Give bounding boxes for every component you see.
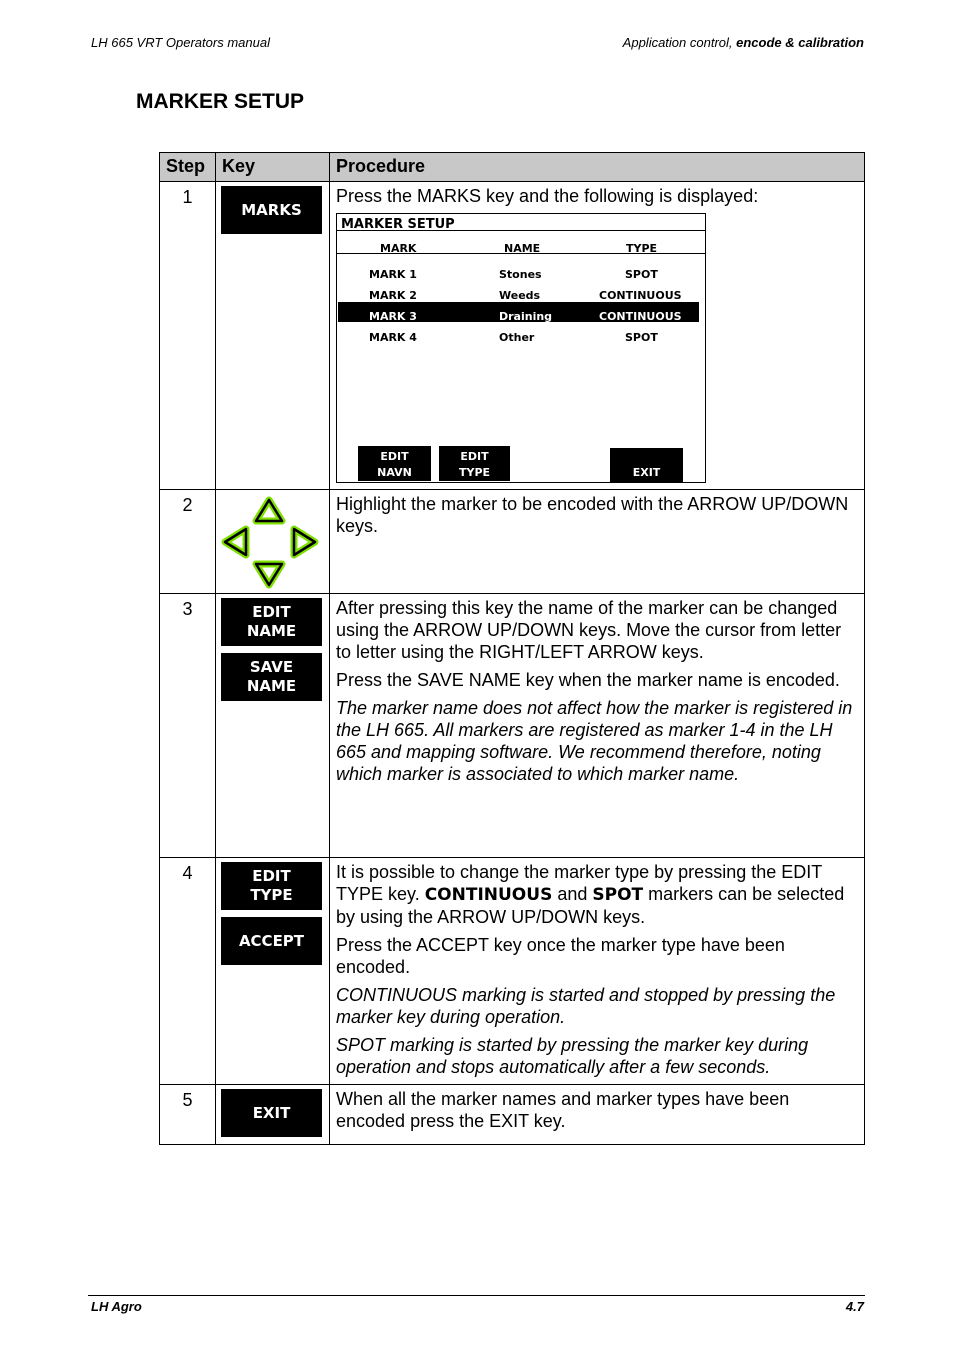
key-cell [216, 1085, 330, 1145]
row-type: CONTINUOUS [599, 289, 682, 302]
row-mark: MARK 1 [369, 268, 417, 281]
arrow-keys-icon [221, 494, 321, 590]
key-cell [216, 858, 330, 1085]
arrow-left-icon[interactable] [225, 529, 246, 555]
step-number: 3 [160, 594, 216, 858]
key-cell [216, 182, 330, 490]
procedure-paragraph: After pressing this key the name of the marker can be changed using the ARROW UP/DOWN keys. Move the cursor from letter to letter using the RIGHT/LEFT ARROW keys. [336, 598, 842, 662]
save-name-key[interactable]: SAVE NAME [221, 653, 322, 701]
footer-left: LH Agro [91, 1299, 142, 1314]
procedure-paragraph [336, 861, 858, 928]
row-mark: MARK 2 [369, 289, 417, 302]
screen-row-mark-1[interactable] [338, 260, 699, 280]
header-right-part-a: Application control, [622, 35, 737, 50]
row-name: Draining [499, 310, 553, 323]
key-cell [216, 490, 330, 594]
procedure-text: Press the MARKS key and the following is displayed: [336, 186, 759, 206]
screen-col-mark: MARK [380, 242, 417, 255]
marker-setup-screen [336, 213, 706, 483]
marks-key[interactable]: MARKS [221, 186, 322, 234]
edit-name-key[interactable]: EDIT NAME [221, 598, 322, 646]
header-right-part-b: encode & calibration [736, 35, 864, 50]
screen-row-mark-3-selected[interactable] [338, 302, 699, 322]
section-title: MARKER SETUP [136, 90, 305, 113]
procedure-cell [330, 490, 865, 594]
row-name: Weeds [499, 289, 541, 302]
col-header-step: Step [160, 153, 216, 182]
procedure-note: CONTINUOUS marking is started and stopped by pressing the marker key during operation. [336, 985, 836, 1027]
screen-col-name: NAME [504, 242, 541, 255]
text-run: It is possible to change the marker type by pressing the EDIT TYPE key. [336, 862, 822, 904]
screen-exit-button[interactable]: EXIT [610, 448, 683, 482]
screen-divider [337, 230, 705, 231]
procedure-cell [330, 1085, 865, 1145]
key-cell [216, 594, 330, 858]
screen-edit-type-button[interactable]: EDIT TYPE [439, 446, 510, 481]
text-run: markers can be selected by using the ARROW UP/DOWN keys. [336, 884, 845, 927]
arrow-keys [221, 494, 321, 590]
step-number: 4 [160, 858, 216, 1085]
procedure-text: When all the marker names and marker types have been encoded press the EXIT key. [336, 1089, 790, 1131]
row-type: CONTINUOUS [599, 310, 682, 323]
exit-key[interactable]: EXIT [221, 1089, 322, 1137]
row-name: Stones [499, 268, 542, 281]
table-row-step-5 [160, 1085, 865, 1145]
table-header-row [160, 153, 865, 182]
text-run: and [552, 884, 593, 904]
screen-row-mark-4[interactable] [338, 323, 699, 343]
col-header-procedure: Procedure [330, 153, 865, 182]
screen-divider [337, 253, 705, 254]
procedure-note: SPOT marking is started by pressing the marker key during operation and stops automatically after a few seconds. [336, 1035, 809, 1077]
spot-term: SPOT [592, 885, 644, 905]
step-number: 5 [160, 1085, 216, 1145]
row-name: Other [499, 331, 535, 344]
procedure-cell [330, 594, 865, 858]
table-row-step-4 [160, 858, 865, 1085]
screen-edit-navn-button[interactable]: EDIT NAVN [358, 446, 431, 481]
running-header-left: LH 665 VRT Operators manual [91, 35, 270, 50]
table-row-step-1 [160, 182, 865, 490]
procedure-table [159, 152, 865, 1145]
page-number: 4.7 [845, 1299, 864, 1314]
col-header-key: Key [216, 153, 330, 182]
screen-title: MARKER SETUP [341, 217, 455, 232]
procedure-paragraph: Press the ACCEPT key once the marker type have been encoded. [336, 935, 785, 977]
procedure-cell [330, 858, 865, 1085]
edit-type-key[interactable]: EDIT TYPE [221, 862, 322, 910]
arrow-down-icon[interactable] [256, 564, 282, 585]
row-type: SPOT [625, 268, 658, 281]
step-number: 1 [160, 182, 216, 490]
arrow-up-icon[interactable] [256, 500, 282, 521]
table-row-step-3 [160, 594, 865, 858]
running-header-right [623, 35, 864, 50]
table-row-step-2 [160, 490, 865, 594]
row-type: SPOT [625, 331, 658, 344]
screen-col-type: TYPE [626, 242, 658, 255]
row-mark: MARK 4 [369, 331, 417, 344]
step-number: 2 [160, 490, 216, 594]
procedure-note: The marker name does not affect how the marker is registered in the LH 665. All markers are registered as marker 1-4 in the LH 665 and mapping software. We recommend therefore, noting which marker is associated to which marker name. [336, 698, 853, 784]
arrow-right-icon[interactable] [294, 529, 315, 555]
accept-key[interactable]: ACCEPT [221, 917, 322, 965]
screen-row-mark-2[interactable] [338, 281, 699, 301]
row-mark: MARK 3 [369, 310, 417, 323]
procedure-paragraph: Press the SAVE NAME key when the marker name is encoded. [336, 670, 840, 690]
continuous-term: CONTINUOUS [424, 885, 553, 905]
procedure-cell [330, 182, 865, 490]
procedure-text: Highlight the marker to be encoded with the ARROW UP/DOWN keys. [336, 494, 849, 536]
footer-rule [88, 1295, 865, 1296]
